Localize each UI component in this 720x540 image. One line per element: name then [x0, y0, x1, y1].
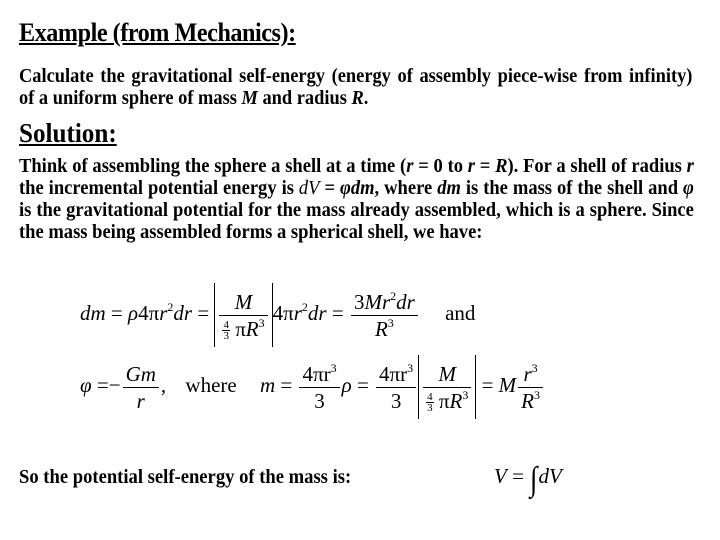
left-bracket — [214, 283, 215, 347]
eq-term: Gm — [125, 361, 156, 386]
exponent: 3 — [258, 315, 265, 330]
eq-term: 4πr — [379, 361, 408, 386]
eq-term: r — [159, 300, 168, 325]
equals-sign: = — [280, 372, 293, 397]
fraction — [376, 361, 416, 414]
eq-term: M — [498, 372, 517, 397]
exponent: 3 — [407, 360, 414, 375]
exponent: 3 — [531, 360, 538, 375]
eq-term: M — [234, 289, 253, 314]
eq-term: dr — [396, 289, 415, 314]
var-R: R — [495, 155, 508, 177]
left-bracket — [418, 355, 419, 419]
eq-term: 3 — [223, 330, 229, 343]
text: the incremental potential energy is — [19, 177, 299, 199]
fraction — [219, 289, 267, 342]
text: = — [475, 155, 496, 177]
eq-term: dr — [307, 300, 327, 325]
integral-sign-icon: ∫ — [530, 461, 538, 498]
eq-term: 3 — [390, 388, 402, 413]
final-statement: So the potential self-energy of the mass is: — [19, 466, 352, 488]
solution-paragraph — [19, 155, 694, 243]
var-radius: R — [351, 87, 364, 109]
equals-sign: = — [356, 372, 369, 397]
fraction — [351, 289, 418, 342]
fraction — [423, 361, 471, 414]
right-bracket — [272, 283, 273, 347]
eq-term: r — [381, 289, 391, 314]
eq-term: 3 — [427, 402, 433, 415]
equals-sign: = — [110, 300, 123, 325]
eq-term: π — [235, 316, 246, 341]
eq-term: R — [521, 388, 534, 413]
fraction — [518, 361, 543, 414]
eq-term: dV — [538, 464, 562, 488]
text: is the gravitational potential for the mass already assembled, which is a sphere. Since the mass being assembled forms a spherical shell, we have: — [19, 199, 694, 243]
eq-term: 3 — [314, 388, 325, 413]
var-dV: dV — [298, 177, 320, 199]
equals-sign: = — [331, 300, 344, 325]
right-bracket — [475, 355, 476, 419]
eq-term: φ — [80, 372, 92, 397]
eq-term: V — [494, 464, 507, 488]
exponent: 2 — [390, 288, 397, 303]
eq-term: dm — [80, 300, 106, 325]
fraction — [299, 361, 339, 414]
text: = 0 to — [413, 155, 468, 177]
eq-term: dr — [173, 300, 193, 325]
minus-sign: − — [108, 372, 121, 397]
fraction — [123, 361, 159, 414]
equals-sign: = — [96, 372, 109, 397]
text: = — [319, 177, 341, 199]
var-phidm: φdm — [340, 177, 375, 199]
eq-term: M — [364, 289, 382, 314]
eq-term: M — [438, 361, 456, 386]
eq-term: π — [438, 388, 450, 413]
eq-connector: where — [185, 372, 237, 397]
var-r: r — [406, 155, 414, 177]
equals-sign: = — [512, 464, 524, 488]
exponent: 2 — [167, 299, 174, 314]
problem-statement — [19, 65, 692, 109]
eq-term: 4π — [272, 300, 294, 325]
eq-term: R — [245, 316, 259, 341]
equation-integral — [494, 461, 562, 499]
eq-term: 4π — [138, 300, 160, 325]
eq-term: ρ — [341, 372, 352, 397]
text: ). For a shell of radius — [507, 155, 687, 177]
equals-sign: = — [481, 372, 494, 397]
var-phi: φ — [682, 177, 694, 199]
problem-text: and radius — [257, 87, 352, 109]
eq-term: 4 — [427, 391, 433, 404]
eq-term: r — [293, 300, 302, 325]
eq-term: 4πr — [302, 361, 331, 386]
eq-term: , — [160, 372, 167, 397]
var-r: r — [467, 155, 476, 177]
eq-term: ρ — [128, 300, 139, 325]
slide-title: Example (from Mechanics): — [19, 18, 296, 47]
var-mass: M — [241, 87, 258, 109]
problem-text: . — [363, 87, 369, 109]
solution-heading: Solution: — [19, 118, 117, 148]
eq-term: 3 — [353, 289, 365, 314]
exponent: 3 — [534, 387, 540, 402]
equation-phi — [80, 355, 545, 419]
exponent: 3 — [387, 315, 394, 330]
eq-term: R — [449, 388, 463, 413]
eq-term: m — [259, 372, 276, 397]
eq-term: r — [136, 388, 145, 413]
exponent: 3 — [330, 360, 337, 375]
problem-text: Calculate the gravitational self-energy (energy of assembly piece-wise from infinity) of a uniform sphere of mass — [19, 65, 693, 109]
eq-term: 4 — [223, 319, 229, 332]
text: is the mass of the shell and — [460, 177, 683, 199]
exponent: 2 — [301, 299, 308, 314]
exponent: 3 — [462, 387, 469, 402]
eq-term: r — [523, 361, 532, 386]
var-r: r — [686, 155, 694, 177]
eq-connector: and — [445, 300, 476, 325]
text: Think of assembling the sphere a shell at a time ( — [19, 155, 407, 177]
text: , where — [374, 177, 438, 199]
equation-dm — [80, 283, 475, 347]
var-dm: dm — [437, 177, 461, 199]
eq-term: R — [374, 316, 388, 341]
equals-sign: = — [197, 300, 210, 325]
